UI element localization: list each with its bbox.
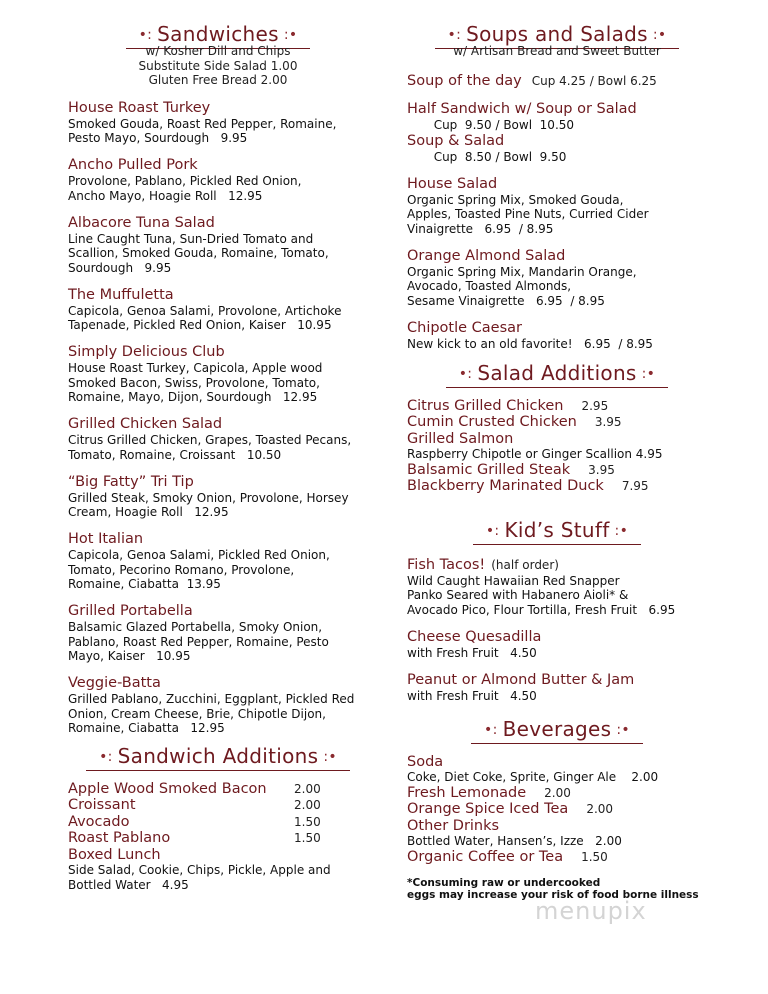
description-line: Sourdough 9.95: [68, 260, 172, 275]
description-line: Pablano, Roast Red Pepper, Romaine, Pesto: [68, 634, 329, 649]
addition-row: [407, 849, 727, 865]
item-name-text: The Muffuletta: [68, 286, 174, 303]
addition-row: [68, 814, 368, 830]
note-line: *Consuming raw or undercooked: [407, 877, 601, 889]
menu-item: [68, 416, 368, 462]
addition-item: [68, 781, 368, 797]
item-name: [407, 248, 727, 265]
addition-row: [407, 754, 727, 770]
menu-item: [68, 531, 368, 592]
item-name-text: Soup of the day: [407, 72, 522, 89]
item-name: [407, 629, 727, 646]
addition-row: [68, 830, 368, 846]
description-line: Organic Spring Mix, Mandarin Orange,: [407, 264, 637, 279]
addition-price: 3.95: [588, 462, 615, 477]
description-line: Capicola, Genoa Salami, Provolone, Artichoke: [68, 303, 342, 318]
soups-subtitle: [407, 44, 707, 59]
section-title: [473, 518, 641, 545]
addition-item: [68, 814, 368, 830]
description-line: Sesame Vinaigrette 6.95 / 8.95: [407, 293, 605, 308]
menu-item: [68, 603, 368, 664]
description-line: Coke, Diet Coke, Sprite, Ginger Ale 2.00: [407, 770, 659, 785]
ornament-icon: •:: [447, 27, 462, 43]
description-line: Scallion, Smoked Gouda, Romaine, Tomato,: [68, 246, 329, 260]
addition-item: [407, 478, 727, 494]
item-name: [407, 672, 727, 689]
description-line: Avocado Pico, Flour Tortilla, Fresh Fruit 6.95: [407, 602, 676, 617]
addition-name: Fresh Lemonade: [407, 784, 527, 801]
ornament-icon: :•: [616, 722, 630, 738]
item-name: [407, 101, 727, 118]
item-name: [68, 157, 368, 174]
description-line: Onion, Cream Cheese, Brie, Chipotle Dijon,: [68, 706, 326, 721]
section-title-text: Kid’s Stuff: [504, 518, 610, 542]
addition-item: [407, 801, 727, 817]
description-line: Cup 9.50 / Bowl 10.50: [407, 118, 575, 132]
addition-price: 2.00: [294, 798, 321, 813]
addition-name: Blackberry Marinated Duck: [407, 478, 604, 495]
sandwiches-subtitle: [68, 44, 368, 88]
addition-item: [407, 754, 727, 785]
menu-item: [68, 474, 368, 520]
addition-price: 1.50: [294, 814, 321, 829]
ornament-icon: •:: [138, 27, 153, 43]
addition-name: Soda: [407, 754, 444, 770]
addition-name: Organic Coffee or Tea: [407, 848, 564, 865]
ornament-icon: :•: [323, 749, 337, 765]
ornament-icon: •:: [99, 749, 113, 765]
addition-name: Citrus Grilled Chicken: [407, 398, 564, 414]
item-name: [407, 320, 727, 337]
addition-row: [68, 781, 368, 797]
item-name: [68, 675, 368, 692]
addition-name: Boxed Lunch: [68, 846, 161, 863]
item-name-text: Cheese Quesadilla: [407, 628, 542, 645]
description-line: Side Salad, Cookie, Chips, Pickle, Apple and: [68, 863, 331, 878]
description-line: Smoked Bacon, Swiss, Provolone, Tomato,: [68, 375, 320, 390]
item-name: [68, 474, 368, 491]
description-line: Capicola, Genoa Salami, Pickled Red Onion,: [68, 548, 330, 562]
description-line: Cream, Hoagie Roll 12.95: [68, 505, 229, 519]
menu-item: [407, 133, 727, 165]
addition-name: Grilled Salmon: [407, 430, 514, 447]
item-inline-detail: Cup 4.25 / Bowl 6.25: [531, 73, 657, 88]
addition-price: 2.95: [581, 399, 609, 413]
ornament-icon: :•: [652, 27, 667, 43]
description-line: Avocado, Toasted Almonds,: [407, 279, 572, 293]
item-name-text: Peanut or Almond Butter & Jam: [407, 671, 635, 688]
description-line: Grilled Steak, Smoky Onion, Provolone, Horsey: [68, 490, 349, 505]
item-name-text: Veggie-Batta: [68, 675, 161, 691]
addition-item: [407, 398, 727, 414]
item-name-text: Grilled Chicken Salad: [68, 416, 223, 432]
description-line: Wild Caught Hawaiian Red Snapper: [407, 573, 620, 588]
section-title-text: Soups and Salads: [466, 22, 648, 46]
menu-item: [407, 557, 727, 618]
beverages-list: [407, 754, 727, 865]
addition-row: [407, 801, 727, 817]
addition-item: [407, 431, 727, 462]
menu-item: [407, 629, 727, 661]
addition-row: [407, 478, 727, 494]
sandwiches-list: [68, 88, 368, 736]
ornament-icon: :•: [283, 27, 298, 43]
item-name-text: Orange Almond Salad: [407, 247, 566, 264]
description-line: Bottled Water, Hansen’s, Izze 2.00: [407, 834, 622, 849]
ornament-icon: :•: [614, 523, 629, 539]
subtitle-line: w/ Artisan Bread and Sweet Butter: [453, 44, 661, 58]
menu-item: [407, 101, 727, 133]
kids-header: [407, 518, 707, 545]
description-line: Tomato, Pecorino Romano, Provolone,: [68, 562, 295, 577]
addition-row: [68, 847, 368, 863]
salad-additions-list: [407, 398, 727, 495]
description-line: Romaine, Ciabatta 12.95: [68, 721, 225, 735]
section-title: [446, 361, 668, 388]
description-line: Romaine, Ciabatta 13.95: [68, 577, 221, 591]
addition-name: Avocado: [68, 813, 130, 830]
menu-item: [68, 157, 368, 203]
addition-item: [68, 847, 368, 892]
kids-list: [407, 545, 727, 703]
menu-item: [68, 215, 368, 276]
menu-item: [407, 73, 727, 90]
description-line: Vinaigrette 6.95 / 8.95: [407, 221, 554, 236]
item-name: [68, 100, 368, 117]
addition-price: 1.50: [294, 831, 321, 846]
description-line: with Fresh Fruit 4.50: [407, 645, 537, 660]
addition-price: 2.00: [294, 782, 321, 796]
menu-item: [407, 248, 727, 309]
item-name-text: Chipotle Caesar: [407, 319, 522, 336]
description-line: Raspberry Chipotle or Ginger Scallion 4.95: [407, 447, 663, 462]
addition-item: [407, 414, 727, 430]
item-name: [68, 603, 368, 620]
addition-row: [407, 818, 727, 834]
description-line: Smoked Gouda, Roast Red Pepper, Romaine,: [68, 116, 337, 131]
item-name: [68, 416, 368, 433]
item-name: [407, 133, 727, 150]
item-inline-detail: (half order): [491, 557, 559, 572]
section-title-text: Sandwich Additions: [117, 744, 319, 768]
description-line: Balsamic Glazed Portabella, Smoky Onion,: [68, 620, 323, 634]
addition-name: Apple Wood Smoked Bacon: [68, 781, 267, 797]
description-line: Pesto Mayo, Sourdough 9.95: [68, 131, 248, 145]
item-name: [407, 73, 727, 90]
menu-item: [407, 176, 727, 237]
addition-row: [68, 797, 368, 813]
ornament-icon: :•: [641, 366, 656, 382]
menu-item: [68, 287, 368, 333]
addition-item: [68, 797, 368, 813]
item-name: [407, 176, 727, 193]
item-name: [68, 287, 368, 304]
subtitle-line: Gluten Free Bread 2.00: [148, 73, 288, 87]
addition-item: [407, 785, 727, 801]
description-line: Tomato, Romaine, Croissant 10.50: [68, 447, 282, 462]
item-name-text: House Roast Turkey: [68, 99, 211, 116]
addition-name: Croissant: [68, 797, 136, 814]
description-line: Mayo, Kaiser 10.95: [68, 649, 191, 663]
description-line: Cup 8.50 / Bowl 9.50: [407, 149, 567, 164]
item-name-text: Hot Italian: [68, 531, 144, 547]
section-title: [86, 744, 350, 771]
addition-name: Other Drinks: [407, 817, 500, 834]
section-title: [471, 717, 643, 744]
item-name: [68, 344, 368, 361]
item-name: [407, 557, 727, 574]
item-name-text: Ancho Pulled Pork: [68, 157, 198, 173]
addition-row: [407, 414, 727, 430]
description-line: Apples, Toasted Pine Nuts, Curried Cider: [407, 207, 649, 221]
menu-item: [68, 100, 368, 146]
addition-item: [68, 830, 368, 846]
addition-name: Cumin Crusted Chicken: [407, 414, 577, 431]
addition-price: 3.95: [594, 415, 622, 430]
addition-row: [407, 431, 727, 447]
description-line: Tapenade, Pickled Red Onion, Kaiser 10.95: [68, 318, 332, 332]
item-name-text: Grilled Portabella: [68, 603, 193, 619]
watermark-logo: menupix: [535, 897, 647, 925]
section-title-text: Salad Additions: [477, 361, 637, 385]
sandwich-additions-header: [68, 744, 368, 771]
description-line: Provolone, Pablano, Pickled Red Onion,: [68, 174, 302, 188]
sandwich-additions-list: [68, 781, 368, 892]
beverages-header: [407, 717, 707, 744]
ornament-icon: •:: [485, 523, 500, 539]
subtitle-line: Substitute Side Salad 1.00: [138, 58, 298, 73]
description-line: House Roast Turkey, Capicola, Apple wood: [68, 361, 323, 375]
item-name-text: House Salad: [407, 175, 498, 192]
item-name: [68, 531, 368, 548]
subtitle-line: w/ Kosher Dill and Chips: [145, 44, 291, 58]
description-line: Panko Seared with Habanero Aioli* &: [407, 588, 629, 602]
soups-list: [407, 61, 727, 351]
addition-row: [407, 398, 727, 414]
addition-name: Balsamic Grilled Steak: [407, 461, 571, 478]
addition-name: Orange Spice Iced Tea: [407, 801, 569, 818]
addition-item: [407, 849, 727, 865]
item-name-text: Soup & Salad: [407, 132, 505, 149]
description-line: Ancho Mayo, Hoagie Roll 12.95: [68, 188, 263, 203]
menu-item: [407, 320, 727, 352]
addition-price: 2.00: [586, 802, 614, 817]
item-name: [68, 215, 368, 232]
description-line: Citrus Grilled Chicken, Grapes, Toasted Pecans,: [68, 433, 352, 447]
description-line: Line Caught Tuna, Sun-Dried Tomato and: [68, 231, 314, 246]
addition-item: [407, 462, 727, 478]
addition-price: 7.95: [621, 479, 649, 494]
addition-name: Roast Pablano: [68, 830, 171, 847]
ornament-icon: •:: [458, 366, 473, 382]
description-line: Romaine, Mayo, Dijon, Sourdough 12.95: [68, 390, 318, 404]
addition-row: [407, 462, 727, 478]
description-line: Bottled Water 4.95: [68, 877, 189, 892]
item-name-text: Albacore Tuna Salad: [68, 214, 215, 231]
menu-item: [68, 344, 368, 405]
description-line: Organic Spring Mix, Smoked Gouda,: [407, 192, 624, 207]
addition-price: 2.00: [544, 785, 571, 800]
ornament-icon: •:: [484, 722, 498, 738]
section-title-text: Sandwiches: [157, 22, 279, 46]
item-name-text: Half Sandwich w/ Soup or Salad: [407, 101, 637, 117]
salad-additions-header: [407, 361, 707, 388]
addition-price: 1.50: [581, 849, 608, 864]
addition-item: [407, 818, 727, 849]
addition-row: [407, 785, 727, 801]
menu-item: [407, 672, 727, 704]
section-title-text: Beverages: [502, 717, 612, 741]
item-name-text: “Big Fatty” Tri Tip: [68, 473, 194, 490]
menu-item: [68, 675, 368, 736]
description-line: with Fresh Fruit 4.50: [407, 688, 537, 703]
description-line: Grilled Pablano, Zucchini, Eggplant, Pickled Red: [68, 692, 355, 706]
item-name-text: Simply Delicious Club: [68, 344, 225, 360]
item-name-text: Fish Tacos!: [407, 556, 486, 573]
description-line: New kick to an old favorite! 6.95 / 8.95: [407, 336, 653, 351]
note-line: eggs may increase your risk of food borne illness: [407, 889, 699, 901]
